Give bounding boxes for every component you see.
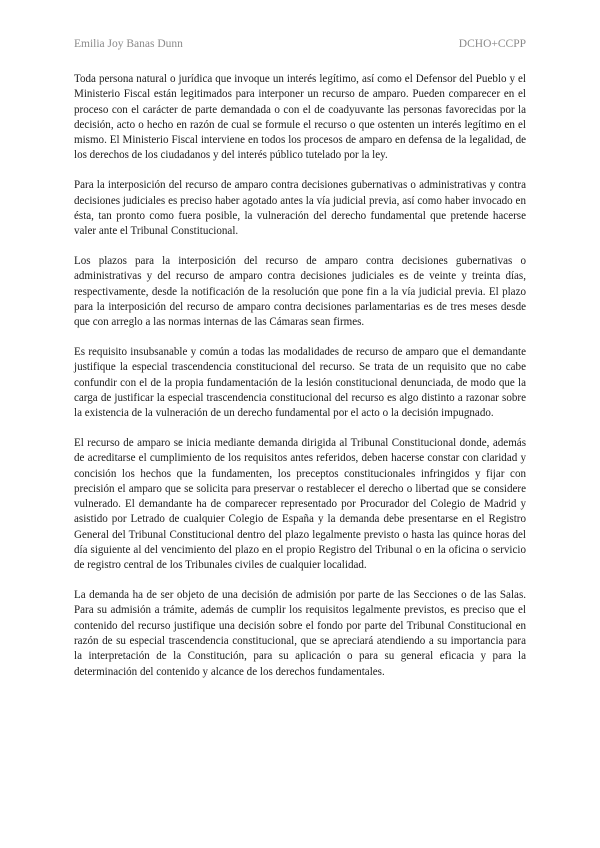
paragraph-trascendencia-constitucional: Es requisito insubsanable y común a todas las modalidades de recurso de amparo que el demandante justifique la especial trascendencia constitucional del recurso. Se trata de un requisito que no cabe confundir con el de la propia fundamentación de la lesión constitucional denunciada, de modo que la carga de justificar la especial trascendencia constitucional del recurso es algo distinto a razonar sobre la existencia de la vulneración de un derecho fundamental por el acto o la decisión impugnado. xyxy=(74,345,526,420)
paragraph-demanda: El recurso de amparo se inicia mediante demanda dirigida al Tribunal Constitucional donde, además de acreditarse el cumplimiento de los requisitos antes referidos, deben hacerse constar con claridad y concisión los hechos que la fundamenten, los preceptos constitucionales infringidos y fijar con precisión el amparo que se solicita para preservar o restablecer el derecho o libertad que se considere vulnerado. El demandante ha de comparecer representado por Procurador del Colegio de Madrid y asistido por Letrado de cualquier Colegio de España y la demanda debe presentarse en el Registro General del Tribunal Constitucional dentro del plazo legalmente previsto o hasta las quince horas del día siguiente al del vencimiento del plazo en el propio Registro del Tribunal o en la oficina o servicio de registro central de los Tribunales civiles de cualquier localidad. xyxy=(74,436,526,572)
paragraph-legitimacion: Toda persona natural o jurídica que invoque un interés legítimo, así como el Defensor del Pueblo y el Ministerio Fiscal están legitimados para interponer un recurso de amparo. Pueden comparecer en el proceso con el carácter de parte demandada o con el de coadyuvante las personas favorecidas por la decisión, acto o hecho en razón de cual se formule el recurso o que ostenten un interés legítimo en el mismo. El Ministerio Fiscal interviene en todos los procesos de amparo en defensa de la legalidad, de los derechos de los ciudadanos y del interés público tutelado por la ley. xyxy=(74,73,526,162)
paragraph-via-judicial-previa: Para la interposición del recurso de amparo contra decisiones gubernativas o administrativas y contra decisiones judiciales es preciso haber agotado antes la vía judicial previa, así como haber invocado en ésta, tan pronto como fuera posible, la vulneración del derecho fundamental que pretende hacerse valer ante el Tribunal Constitucional. xyxy=(74,179,526,238)
paragraph-admision: La demanda ha de ser objeto de una decisión de admisión por parte de las Secciones o de las Salas. Para su admisión a trámite, además de cumplir los requisitos legalmente previstos, es preciso que el contenido del recurso justifique una decisión sobre el fondo por parte del Tribunal Constitucional en razón de su especial trascendencia constitucional, que se apreciará atendiendo a su importancia para la interpretación de la Constitución, para su aplicación o para su general eficacia y para la determinación del contenido y alcance de los derechos fundamentales. xyxy=(74,589,526,678)
header-author: Emilia Joy Banas Dunn xyxy=(74,38,183,50)
document-body xyxy=(74,72,526,694)
paragraph-plazos: Los plazos para la interposición del recurso de amparo contra decisiones gubernativas o administrativas y del recurso de amparo contra decisiones judiciales es de veinte y treinta días, respectivamente, desde la notificación de la resolución que pone fin a la vía judicial previa. El plazo para la interposición del recurso de amparo contra decisiones parlamentarias es de tres meses desde que con arreglo a las normas internas de las Cámaras sean firmes. xyxy=(74,254,526,329)
header-course: DCHO+CCPP xyxy=(458,38,526,50)
page-header xyxy=(74,38,526,54)
